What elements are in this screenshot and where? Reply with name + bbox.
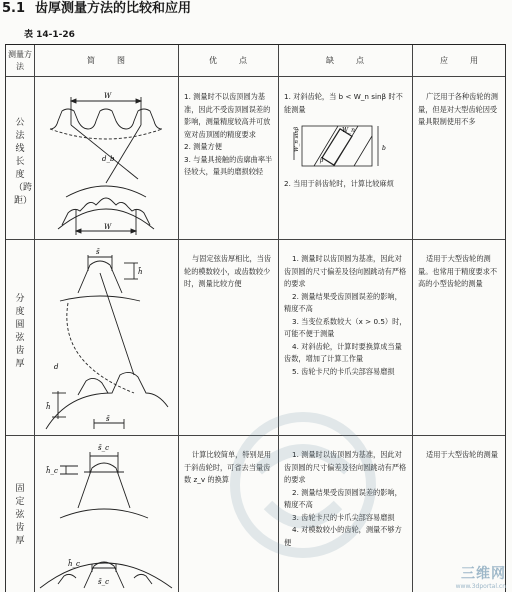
row1-diagram bbox=[38, 79, 174, 237]
row1-helix-diagram bbox=[284, 118, 404, 176]
row2-advantages: 与固定弦齿厚相比，当齿轮的模数较小，或齿数较少时，测量比较方便 bbox=[184, 254, 272, 288]
row3-dis-3: 3. 齿轮卡尺的卡爪尖部容易磨损 bbox=[292, 512, 395, 522]
row3-dis-1: 1. 测量时以齿顶圆为基准，因此对齿顶圆的尺寸偏差及径向圆跳动有严格的要求 bbox=[284, 450, 407, 484]
watermark-seal-icon bbox=[228, 410, 378, 560]
table-caption: 表 14-1-26 bbox=[24, 30, 75, 40]
row1-disadvantages bbox=[284, 91, 408, 191]
row1-wnsin-label: W_n sinβ bbox=[294, 127, 300, 152]
row2-dis-1: 1. 测量时以齿顶圆为基准，因此对齿顶圆的尺寸偏差及径向圆跳动有严格的要求 bbox=[284, 254, 407, 288]
row3-application: 适用于大型齿轮的测量 bbox=[426, 450, 498, 459]
header-advantages: 优点 bbox=[209, 55, 269, 65]
row1-method: 公法线长度（跨距） bbox=[14, 118, 33, 206]
row1-adv-3: 3. 与量具接触的齿廓曲率半径较大，量具的磨损较轻 bbox=[184, 154, 273, 176]
header-application: 应用 bbox=[440, 55, 500, 65]
row2-dis-5: 5. 齿轮卡尺的卡爪尖部容易磨损 bbox=[292, 366, 395, 376]
row2-application: 适用于大型齿轮的测量。也常用于精度要求不高的小型齿轮的测量 bbox=[418, 254, 498, 288]
row1-application: 广泛用于各种齿轮的测量，但是对大型齿轮因受量具限制使用不多 bbox=[418, 92, 498, 126]
row2-h-label: h̄ bbox=[138, 268, 143, 276]
row3-advantages: 计算比较简单，特别是用于斜齿轮时，可省去当量齿数 z_v 的换算 bbox=[184, 450, 272, 484]
row1-dis-2: 2. 当用于斜齿轮时，计算比较麻烦 bbox=[284, 179, 394, 188]
row2-s-label: s̄ bbox=[96, 248, 100, 256]
row2-dis-3: 3. 当变位系数较大（x > 0.5）时，可能不便于测量 bbox=[284, 316, 407, 338]
section-title: 齿厚测量方法的比较和应用 bbox=[35, 1, 192, 16]
section-heading bbox=[2, 0, 502, 18]
row2-disadvantages bbox=[284, 253, 408, 378]
row2-dis-4: 4. 对斜齿轮，计算时要换算成当量齿数，增加了计算工作量 bbox=[284, 341, 402, 363]
row2-dis-2: 2. 测量结果受齿顶圆误差的影响，精度不高 bbox=[284, 291, 402, 313]
row1-db-label: d_b bbox=[102, 155, 115, 163]
watermark-url: www.3dportal.cn bbox=[455, 583, 506, 590]
row1-dis-1: 1. 对斜齿轮，当 b < W_n sinβ 时不能测量 bbox=[284, 92, 403, 114]
row3-sc-label: s̄_c bbox=[98, 444, 110, 452]
row3-dis-2: 2. 测量结果受齿顶圆误差的影响，精度不高 bbox=[284, 487, 402, 509]
row1-beta-label: β bbox=[320, 157, 324, 164]
row2-h2-label: h̄ bbox=[46, 403, 51, 411]
row1-adv-2: 2. 测量方便 bbox=[184, 142, 222, 151]
row3-hc-label: h̄_c bbox=[46, 467, 58, 475]
watermark-name: 三维网 bbox=[461, 566, 506, 582]
row1-w-top-label: W bbox=[104, 92, 112, 100]
row1-w-bottom-label: W bbox=[104, 223, 112, 231]
row1-wn-label: W_n bbox=[342, 127, 356, 134]
header-method: 测量方法 bbox=[8, 49, 32, 71]
row2-d-label: d bbox=[54, 363, 59, 371]
row3-hc2-label: h̄_c bbox=[68, 560, 80, 568]
section-number: 5.1 bbox=[2, 1, 26, 16]
row3-method: 固定弦齿厚 bbox=[15, 484, 25, 546]
row1-b-label: b bbox=[382, 145, 386, 152]
row3-diagram bbox=[38, 438, 174, 590]
row2-s2-label: s̄ bbox=[106, 415, 110, 423]
row3-sc2-label: s̄_c bbox=[98, 578, 110, 586]
row1-adv-1: 1. 测量时不以齿顶圆为基准，因此不受齿顶圆误差的影响，测量精度较高并可放宽对齿顶圆的精度要求 bbox=[184, 92, 271, 139]
header-disadvantages: 缺点 bbox=[326, 55, 386, 65]
watermark bbox=[456, 563, 506, 590]
row2-method: 分度圆弦齿厚 bbox=[15, 294, 25, 369]
row1-advantages bbox=[184, 91, 274, 179]
row3-dis-4: 4. 对模数较小的齿轮，测量不够方便 bbox=[284, 525, 402, 547]
row2-diagram bbox=[38, 243, 174, 433]
header-diagram: 简图 bbox=[87, 55, 147, 65]
